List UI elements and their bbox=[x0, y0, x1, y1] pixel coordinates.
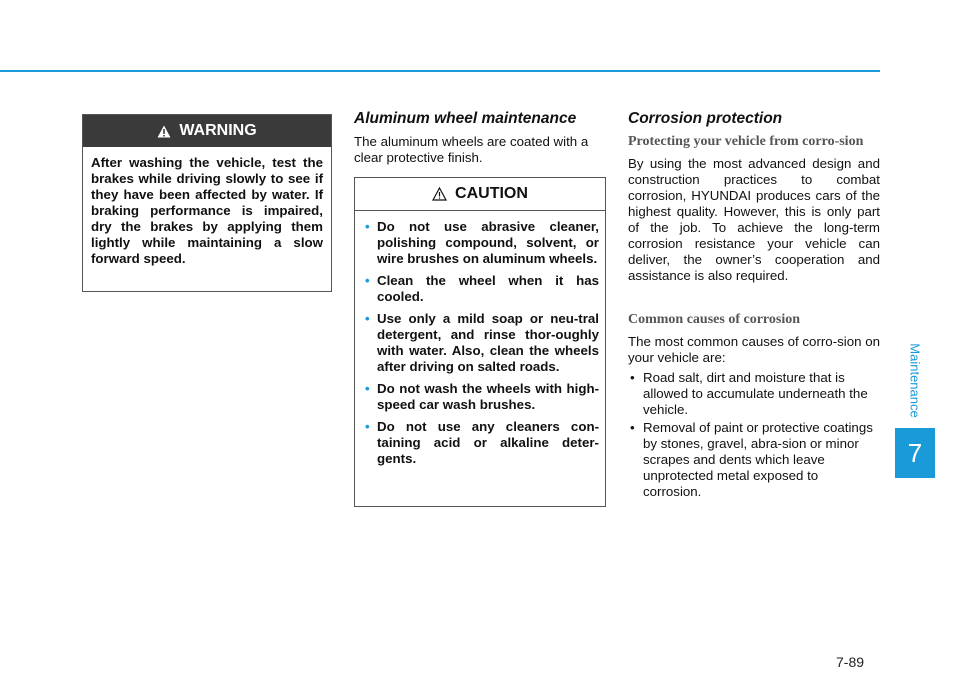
caution-list bbox=[355, 211, 605, 467]
corrosion-title: Corrosion protection bbox=[628, 110, 783, 127]
causes-heading: Common causes of corrosion bbox=[628, 312, 801, 327]
causes-list bbox=[628, 370, 880, 500]
aluminum-section bbox=[354, 110, 606, 166]
warning-header bbox=[83, 115, 331, 147]
bullet-icon: • bbox=[630, 370, 635, 385]
bullet-icon: • bbox=[365, 273, 370, 288]
chapter-tab: 7 bbox=[895, 428, 935, 478]
caution-item: • Clean the wheel when it has cooled. bbox=[365, 273, 599, 304]
cause-item: • Removal of paint or protective coatings by stones, gravel, abra-sion or minor scrapes and dents which leave unprotected metal exposed to corrosion. bbox=[630, 420, 873, 499]
caution-item: • Use only a mild soap or neu-tral detergent, and rinse thor-oughly with water. Also, clean the wheels after driving on salted roads. bbox=[365, 311, 599, 374]
caution-item: • Do not wash the wheels with high-speed car wash brushes. bbox=[365, 381, 599, 412]
aluminum-title: Aluminum wheel maintenance bbox=[354, 110, 577, 127]
bullet-icon: • bbox=[365, 419, 370, 434]
warning-text: After washing the vehicle, test the brakes while driving slowly to see if they have been affected by water. If braking performance is impaired, dry the brakes by applying them lightly while maintaining a slow forward speed. bbox=[91, 155, 323, 266]
bullet-icon: • bbox=[365, 311, 370, 326]
page-number: 7-89 bbox=[836, 654, 865, 670]
corrosion-section bbox=[628, 110, 880, 502]
caution-item: • Do not use abrasive cleaner, polishing compound, solvent, or wire brushes on aluminum wheels. bbox=[365, 219, 599, 266]
bullet-icon: • bbox=[630, 420, 635, 435]
causes-intro: The most common causes of corro-sion on your vehicle are: bbox=[628, 334, 881, 365]
warning-box bbox=[82, 114, 332, 292]
protect-body: By using the most advanced design and construction practices to combat corrosion, HYUNDAI produces cars of the highest quality. However, this is only part of the job. To achieve the long-term corrosion resistance your vehicle can deliver, the owner’s cooperation and assistance is also required. bbox=[628, 156, 880, 283]
protect-heading: Protecting your vehicle from corro-sion bbox=[628, 134, 864, 149]
aluminum-body: The aluminum wheels are coated with a clear protective finish. bbox=[354, 134, 589, 165]
caution-header bbox=[355, 178, 605, 211]
cause-item: • Road salt, dirt and moisture that is allowed to accumulate underneath the vehicle. bbox=[630, 370, 868, 417]
warning-label: WARNING bbox=[179, 122, 257, 139]
caution-item: • Do not use any cleaners con-taining acid or alkaline deter-gents. bbox=[365, 419, 599, 466]
chapter-side-label: Maintenance bbox=[907, 342, 923, 418]
warning-triangle-icon bbox=[157, 125, 171, 138]
caution-box bbox=[354, 177, 606, 507]
header-rule bbox=[0, 70, 880, 72]
caution-triangle-icon bbox=[432, 187, 447, 201]
bullet-icon: • bbox=[365, 381, 370, 396]
bullet-icon: • bbox=[365, 219, 370, 234]
caution-label: CAUTION bbox=[455, 185, 528, 202]
